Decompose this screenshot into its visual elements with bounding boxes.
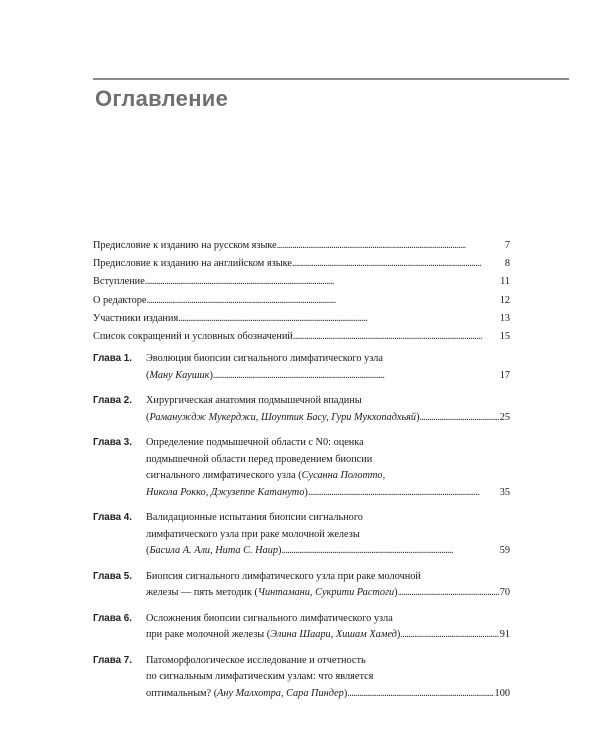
chapter-label: Глава 7. — [93, 654, 132, 666]
chapter-title-line: Биопсия сигнального лимфатического узла при раке молочной — [146, 570, 421, 582]
chapter-page: 35 — [499, 486, 510, 498]
toc-entry-about-editor[interactable] — [93, 293, 510, 310]
chapter-title-line: подмышечной области перед проведением биопсии — [146, 453, 373, 465]
dot-leader — [277, 238, 504, 255]
chapter-title-line: Валидационные испытания биопсии сигнального — [146, 512, 363, 524]
chapter-authors-line: при раке молочной железы (Элина Шаари, Хишам Хамед) — [146, 629, 401, 641]
chapter-authors: Никола Рокко, Джузеппе Катануто — [146, 486, 305, 498]
chapter-authors: Басила А. Али, Нита С. Наир — [149, 545, 278, 557]
toc-chapter-4[interactable] — [93, 510, 510, 560]
dot-leader — [293, 329, 499, 346]
toc-entry-abbreviations[interactable] — [93, 329, 510, 346]
chapter-title-line: Хирургическая анатомия подмышечной впадины — [146, 395, 362, 407]
chapter-page: 17 — [499, 369, 510, 381]
toc-entry-introduction[interactable] — [93, 274, 510, 291]
chapter-authors: Чинтамани, Сукрити Растоги — [257, 587, 395, 599]
chapter-authors-line: Никола Рокко, Джузеппе Катануто) — [146, 486, 308, 498]
chapter-last-line — [146, 410, 510, 427]
chapter-authors: Элина Шаари, Хишам Хамед — [270, 629, 397, 641]
chapter-authors-line: (Басила А. Али, Нита С. Наир) — [146, 545, 282, 557]
chapter-body — [146, 653, 510, 703]
toc-entry-title: Вступление — [93, 276, 145, 288]
chapter-page: 59 — [499, 545, 510, 557]
chapter-body — [146, 393, 510, 426]
toc-entry-page: 11 — [500, 276, 510, 288]
chapter-authors-line: (Рамануждж Мукерджи, Шоуптик Басу, Гури Мукхопадхьяй) — [146, 411, 420, 423]
chapter-body — [146, 435, 510, 501]
chapter-authors-line: железы — пять методик (Чинтамани, Сукрити Растоги) — [146, 587, 398, 599]
toc-entry-title: Список сокращений и условных обозначений — [93, 330, 293, 342]
chapter-label: Глава 2. — [93, 395, 132, 407]
toc-entry-contributors[interactable] — [93, 311, 510, 328]
dot-leader — [308, 485, 499, 502]
toc-entry-page: 15 — [499, 330, 510, 342]
chapter-title-line: сигнального лимфатического узла (Сусанна Полотто, — [146, 470, 386, 482]
chapter-label: Глава 1. — [93, 353, 132, 365]
chapter-last-line — [146, 627, 510, 644]
toc-entry-page: 13 — [499, 312, 510, 324]
chapter-title-line: лимфатического узла при раке молочной железы — [146, 528, 360, 540]
chapter-authors: Ану Малхотра, Сара Пиндер — [217, 687, 344, 699]
page-title: Оглавление — [95, 86, 229, 111]
toc-chapter-2[interactable] — [93, 393, 510, 426]
chapter-last-line — [146, 368, 510, 385]
chapter-last-line — [146, 485, 510, 502]
chapter-page: 100 — [494, 687, 510, 699]
toc-entry-page: 7 — [504, 240, 510, 251]
chapter-label: Глава 4. — [93, 512, 132, 524]
toc-chapter-6[interactable] — [93, 611, 510, 644]
table-of-contents — [93, 238, 510, 711]
top-rule — [93, 78, 569, 80]
chapter-authors-line: оптимальным? (Ану Малхотра, Сара Пиндер) — [146, 687, 348, 699]
chapter-title-line: Патоморфологическое исследование и отчетность — [146, 654, 366, 666]
chapter-authors: Сусанна Полотто, — [301, 470, 386, 482]
toc-chapter-7[interactable] — [93, 653, 510, 703]
dot-leader — [145, 274, 499, 291]
dot-leader — [292, 256, 504, 273]
chapter-last-line — [146, 543, 510, 560]
chapter-label: Глава 6. — [93, 612, 132, 624]
dot-leader — [147, 293, 499, 310]
dot-leader — [178, 311, 499, 328]
toc-entry-preface-russian[interactable] — [93, 238, 510, 255]
toc-entry-title: Предисловие к изданию на английском языке — [93, 258, 292, 270]
dot-leader — [347, 686, 493, 703]
toc-entry-page: 8 — [504, 258, 510, 270]
chapter-body — [146, 611, 510, 644]
chapter-label: Глава 5. — [93, 570, 132, 582]
chapter-page: 91 — [499, 629, 510, 641]
toc-chapter-3[interactable] — [93, 435, 510, 501]
toc-chapter-5[interactable] — [93, 569, 510, 602]
dot-leader — [400, 627, 498, 644]
chapter-body — [146, 569, 510, 602]
chapter-page: 25 — [499, 411, 510, 423]
chapter-last-line — [146, 686, 510, 703]
chapter-authors: Ману Каушик — [149, 369, 210, 381]
toc-entry-title: Предисловие к изданию на русском языке — [93, 240, 277, 251]
chapter-label: Глава 3. — [93, 437, 132, 449]
dot-leader — [398, 585, 499, 602]
chapter-page: 70 — [499, 587, 510, 599]
toc-chapter-1[interactable] — [93, 351, 510, 384]
chapter-body — [146, 351, 510, 384]
chapter-authors-line: (Ману Каушик) — [146, 369, 213, 381]
dot-leader — [420, 410, 499, 427]
toc-entry-page: 12 — [499, 294, 510, 306]
toc-entry-title: Участники издания — [93, 312, 179, 324]
chapter-title-line: Эволюция биопсии сигнального лимфатического узла — [146, 353, 383, 365]
chapter-title-line: Осложнения биопсии сигнального лимфатического узла — [146, 612, 393, 624]
chapter-body — [146, 510, 510, 560]
dot-leader — [213, 368, 499, 385]
chapter-title-line: по сигнальным лимфатическим узлам: что является — [146, 671, 374, 683]
chapter-last-line — [146, 585, 510, 602]
toc-entry-title: О редакторе — [93, 294, 147, 306]
chapter-authors: Рамануждж Мукерджи, Шоуптик Басу, Гури Мукхопадхьяй — [149, 411, 417, 423]
toc-entry-preface-english[interactable] — [93, 256, 510, 273]
dot-leader — [281, 543, 498, 560]
chapter-title-line: Определение подмышечной области с N0: оценка — [146, 437, 364, 449]
